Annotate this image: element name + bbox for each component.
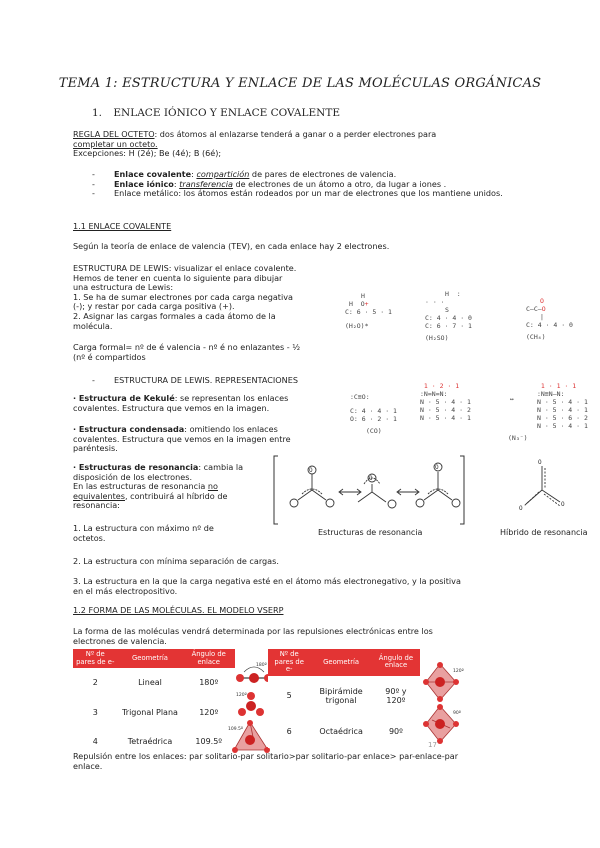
list-item: - ESTRUCTURA DE LEWIS. REPRESENTACIONES [92, 376, 298, 386]
svg-text:90º: 90º [453, 711, 461, 716]
lewis-h2so: H : · · · S C: 4 · 4 · 0 C: 6 · 7 · 1 (H₂SO) [425, 290, 472, 342]
octet-rule-label: REGLA DEL OCTETO [73, 129, 155, 139]
octet-rule-text-2: completar un octeto. [73, 138, 158, 149]
condensed-text: · Estructura condensada: omitiendo los enlaces covalentes. Estructura que vemos en la imagen entre paréntesis. [73, 424, 291, 454]
rule-2: 2. La estructura con mínima separación de cargas. [73, 556, 279, 566]
tev-text: Según la teoría de enlace de valencia (TEV), en cada enlace hay 2 electrones. [73, 241, 390, 251]
octet-rule-text: : dos átomos al enlazarse tenderá a ganar o a perder electrones para [154, 129, 437, 139]
rule-1: 1. La estructura con máximo nº de octetos. [73, 523, 214, 543]
list-item: - Enlace metálico: los átomos están rodeados por un mar de electrones que los mantiene unidos. [92, 189, 532, 199]
kekule-text: · Estructura de Kekulé: se representan los enlaces covalentes. Estructura que vemos en la imagen. [73, 393, 289, 413]
vserp-intro: La forma de las moléculas vendrá determinada por las repulsiones electrónicas entre los electrones de valencia. [73, 626, 433, 646]
svg-text:109.5º: 109.5º [228, 727, 244, 732]
svg-text:120º: 120º [236, 693, 247, 698]
rule-3: 3. La estructura en la que la carga negativa esté en el átomo más electronegativo, y la positiva en el más electropositivo. [73, 576, 461, 596]
representations-heading [92, 376, 298, 386]
table-row: 6 Octaédrica 90º [268, 716, 420, 748]
octahedral-geometry-illustration [422, 704, 462, 744]
section-1-heading [92, 107, 340, 119]
formal-charge-text: Carga formal= nº de é valencia - nº é no enlazantes - ½ (nº é compartidos [73, 342, 301, 362]
bond-types-list [92, 170, 532, 199]
vserp-table-right: Nº de pares de e- Geometría Ángulo de enlace 5 Bipirámide trigonal 90º y 120º 6 Octaédrica 90º [268, 649, 420, 748]
table-row: 5 Bipirámide trigonal 90º y 120º [268, 676, 420, 716]
svg-text:O: O [538, 459, 542, 466]
lewis-co: :C≡O: C: 4 · 4 · 1 O: 6 · 2 · 1 (CO) [350, 393, 397, 435]
lewis-n3-a: 1 · 2 · 1 :N=N=N: N · 5 · 4 · 1 N · 5 · 4 · 2 N · 5 · 4 · 1 [420, 382, 471, 422]
resonance-text: · Estructuras de resonancia: cambia la disposición de los electrones. En las estructuras de resonancia no equivalentes, contribuirá al híbrido de resonancia: [73, 462, 244, 511]
octet-exceptions: Excepciones: H (2é); Be (4é); B (6é); [73, 148, 222, 159]
table-row: 2 Lineal 180º [73, 668, 235, 696]
lewis-ch4: O C—C—O | C: 4 · 4 · 0 (CH₄) [526, 297, 573, 341]
page-number: 17 [428, 741, 437, 749]
lewis-n3-b: 1 · 1 · 1 :N≡N—N: N · 5 · 4 · 1 N · 5 · 4 · 1 N · 5 · 6 · 2 N · 5 · 4 · 1 [537, 382, 588, 430]
n3-label: (N₃⁻) [508, 434, 528, 442]
svg-text:O: O [519, 505, 523, 512]
page-title: TEMA 1: ESTRUCTURA Y ENLACE DE LAS MOLÉCULAS ORGÁNICAS [58, 76, 542, 91]
linear-geometry-illustration [236, 660, 272, 686]
section-1-title: ENLACE IÓNICO Y ENLACE COVALENTE [113, 107, 341, 119]
section-1-number: 1. [92, 107, 103, 119]
section-1-1-heading: 1.1 ENLACE COVALENTE [73, 221, 172, 231]
trigonal-geometry-illustration [236, 690, 266, 720]
bipyramid-geometry-illustration [422, 662, 462, 702]
resonance-hybrid-caption: Híbrido de resonancia [500, 528, 588, 537]
lewis-text: ESTRUCTURA DE LEWIS: visualizar el enlace covalente. Hemos de tener en cuenta lo siguiente para dibujar una estructura de Lewis: 1. Se ha de sumar electrones por cada carga negativa (-); y restar por cada carga positiva (+). 2. Asignar las cargas formales a cada átomo de la molécula. [73, 263, 297, 331]
table-row: 3 Trigonal Plana 120º [73, 696, 235, 728]
svg-text:O: O [561, 501, 565, 508]
svg-text:O: O [435, 464, 439, 471]
table-row: 4 Tetraédrica 109.5º [73, 728, 235, 754]
repulsion-text: Repulsión entre los enlaces: par solitario-par solitario>par solitario-par enlace> par-enlace-par enlace. [73, 751, 459, 771]
resonance-structures-diagram [272, 454, 590, 526]
svg-text:120º: 120º [453, 669, 464, 674]
section-1-2-heading: 1.2 FORMA DE LAS MOLÉCULAS. EL MODELO VSERP [73, 605, 284, 615]
list-item: - Enlace iónico: transferencia de electrones de un átomo a otro, da lugar a iones . [92, 180, 532, 190]
lewis-h2o: H H O+ C: 6 · 5 · 1 (H₂O)* [345, 292, 392, 330]
svg-text:180º: 180º [256, 663, 267, 668]
octet-rule [73, 130, 533, 159]
svg-text:O: O [369, 475, 373, 482]
vserp-table-left: Nº de pares de e- Geometría Ángulo de enlace 2 Lineal 180º 3 Trigonal Plana 120º 4 Tetraédrica 109.5º [73, 649, 235, 754]
svg-text:O: O [309, 467, 313, 474]
resonance-structures-caption: Estructuras de resonancia [318, 528, 423, 537]
list-item: - Enlace covalente: compartición de pares de electrones de valencia. [92, 170, 532, 180]
